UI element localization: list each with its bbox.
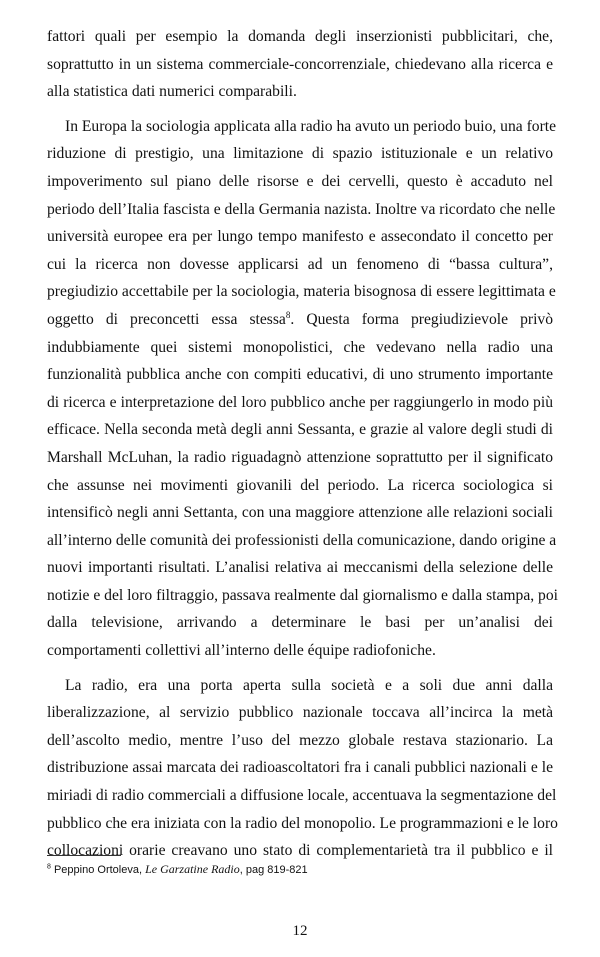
text-line: miriadi di radio commerciali a diffusione locale, accentuava la segmentazione del bbox=[47, 787, 557, 805]
page-number: 12 bbox=[292, 923, 308, 939]
footnote-pages: , pag 819-821 bbox=[239, 864, 308, 876]
text-line: In Europa la sociologia applicata alla radio ha avuto un periodo buio, una forte bbox=[65, 117, 557, 135]
text-line: cui la ricerca non dovesse applicarsi ad un fenomeno di “bassa cultura”, bbox=[47, 255, 553, 273]
text-line: notizie e del loro filtraggio, passava realmente dal giornalismo e dalla stampa, poi bbox=[47, 586, 558, 604]
text-line: soprattutto in un sistema commerciale-concorrenziale, chiedevano alla ricerca e bbox=[47, 55, 553, 73]
text-line: che assunse nei movimenti giovanili del periodo. La ricerca sociologica si bbox=[47, 476, 553, 494]
text-line: di ricerca e interpretazione del loro pubblico anche per raggiungerlo in modo più bbox=[47, 393, 553, 411]
text-segment: oggetto di preconcetti essa stessa bbox=[47, 310, 286, 328]
text-line: distribuzione assai marcata dei radioascoltatori fra i canali pubblici nazionali e le bbox=[47, 759, 553, 777]
text-line: fattori quali per esempio la domanda degli inserzionisti pubblicitari, che, bbox=[47, 28, 553, 45]
text-line: dell’ascolto medio, mentre l’uso del mezzo globale restava stazionario. La bbox=[47, 731, 553, 749]
text-line: all’interno delle comunità dei professionisti della comunicazione, dando origine a bbox=[47, 531, 557, 549]
paragraph-2 bbox=[47, 113, 558, 665]
text-line-with-note bbox=[47, 306, 553, 334]
text-line: Marshall McLuhan, la radio riguadagnò attenzione soprattutto per il significato bbox=[47, 448, 553, 466]
footnote-marker: 8 bbox=[47, 863, 51, 871]
footnote-reference: 8 bbox=[285, 309, 291, 320]
text-line: comportamenti collettivi all’interno delle équipe radiofoniche. bbox=[47, 642, 436, 660]
paragraph-1 bbox=[47, 23, 553, 106]
text-line: università europee era per lungo tempo manifesto e assecondato il concetto per bbox=[47, 228, 553, 246]
footnote-author: Peppino Ortoleva, bbox=[50, 864, 146, 876]
text-segment: . Questa forma pregiudizievole privò bbox=[290, 310, 553, 328]
footnote-separator bbox=[47, 855, 121, 856]
text-line: periodo dell’Italia fascista e della Germania nazista. Inoltre va ricordato che nelle bbox=[47, 200, 556, 218]
body-text bbox=[47, 23, 558, 872]
text-line: intensificò negli anni Settanta, con una maggiore attenzione alle relazioni sociali bbox=[47, 504, 553, 522]
text-line: funzionalità pubblica anche con compiti educativi, di uno strumento importante bbox=[47, 366, 553, 384]
text-line: collocazioni orarie creavano uno stato di complementarietà tra il pubblico e il bbox=[47, 842, 553, 860]
footnote bbox=[47, 862, 553, 877]
footnote-title: Le Garzatine Radio bbox=[145, 862, 240, 876]
text-line: indubbiamente quei sistemi monopolistici, che vedevano nella radio una bbox=[47, 338, 553, 356]
text-line: pregiudizio accettabile per la sociologia, materia bisognosa di essere legittimata e bbox=[47, 283, 556, 301]
text-line: efficace. Nella seconda metà degli anni Sessanta, e grazie al valore degli studi di bbox=[47, 421, 553, 439]
paragraph-3 bbox=[47, 672, 558, 865]
text-line: pubblico che era iniziata con la radio del monopolio. Le programmazioni e le loro bbox=[47, 814, 558, 832]
text-line: La radio, era una porta aperta sulla società e a soli due anni dalla bbox=[65, 676, 553, 694]
text-line: impoverimento sul piano delle risorse e dei cervelli, questo è accaduto nel bbox=[47, 172, 553, 190]
text-line: liberalizzazione, al servizio pubblico nazionale toccava all’incirca la metà bbox=[47, 704, 553, 722]
text-line: alla statistica dati numerici comparabili. bbox=[47, 83, 297, 101]
text-line: dalla televisione, arrivando a determinare le basi per un’analisi dei bbox=[47, 614, 553, 632]
text-line: nuovi importanti risultati. L’analisi relativa ai meccanismi della selezione delle bbox=[47, 559, 553, 577]
text-line: riduzione di prestigio, una limitazione di spazio istituzionale e un relativo bbox=[47, 145, 553, 163]
